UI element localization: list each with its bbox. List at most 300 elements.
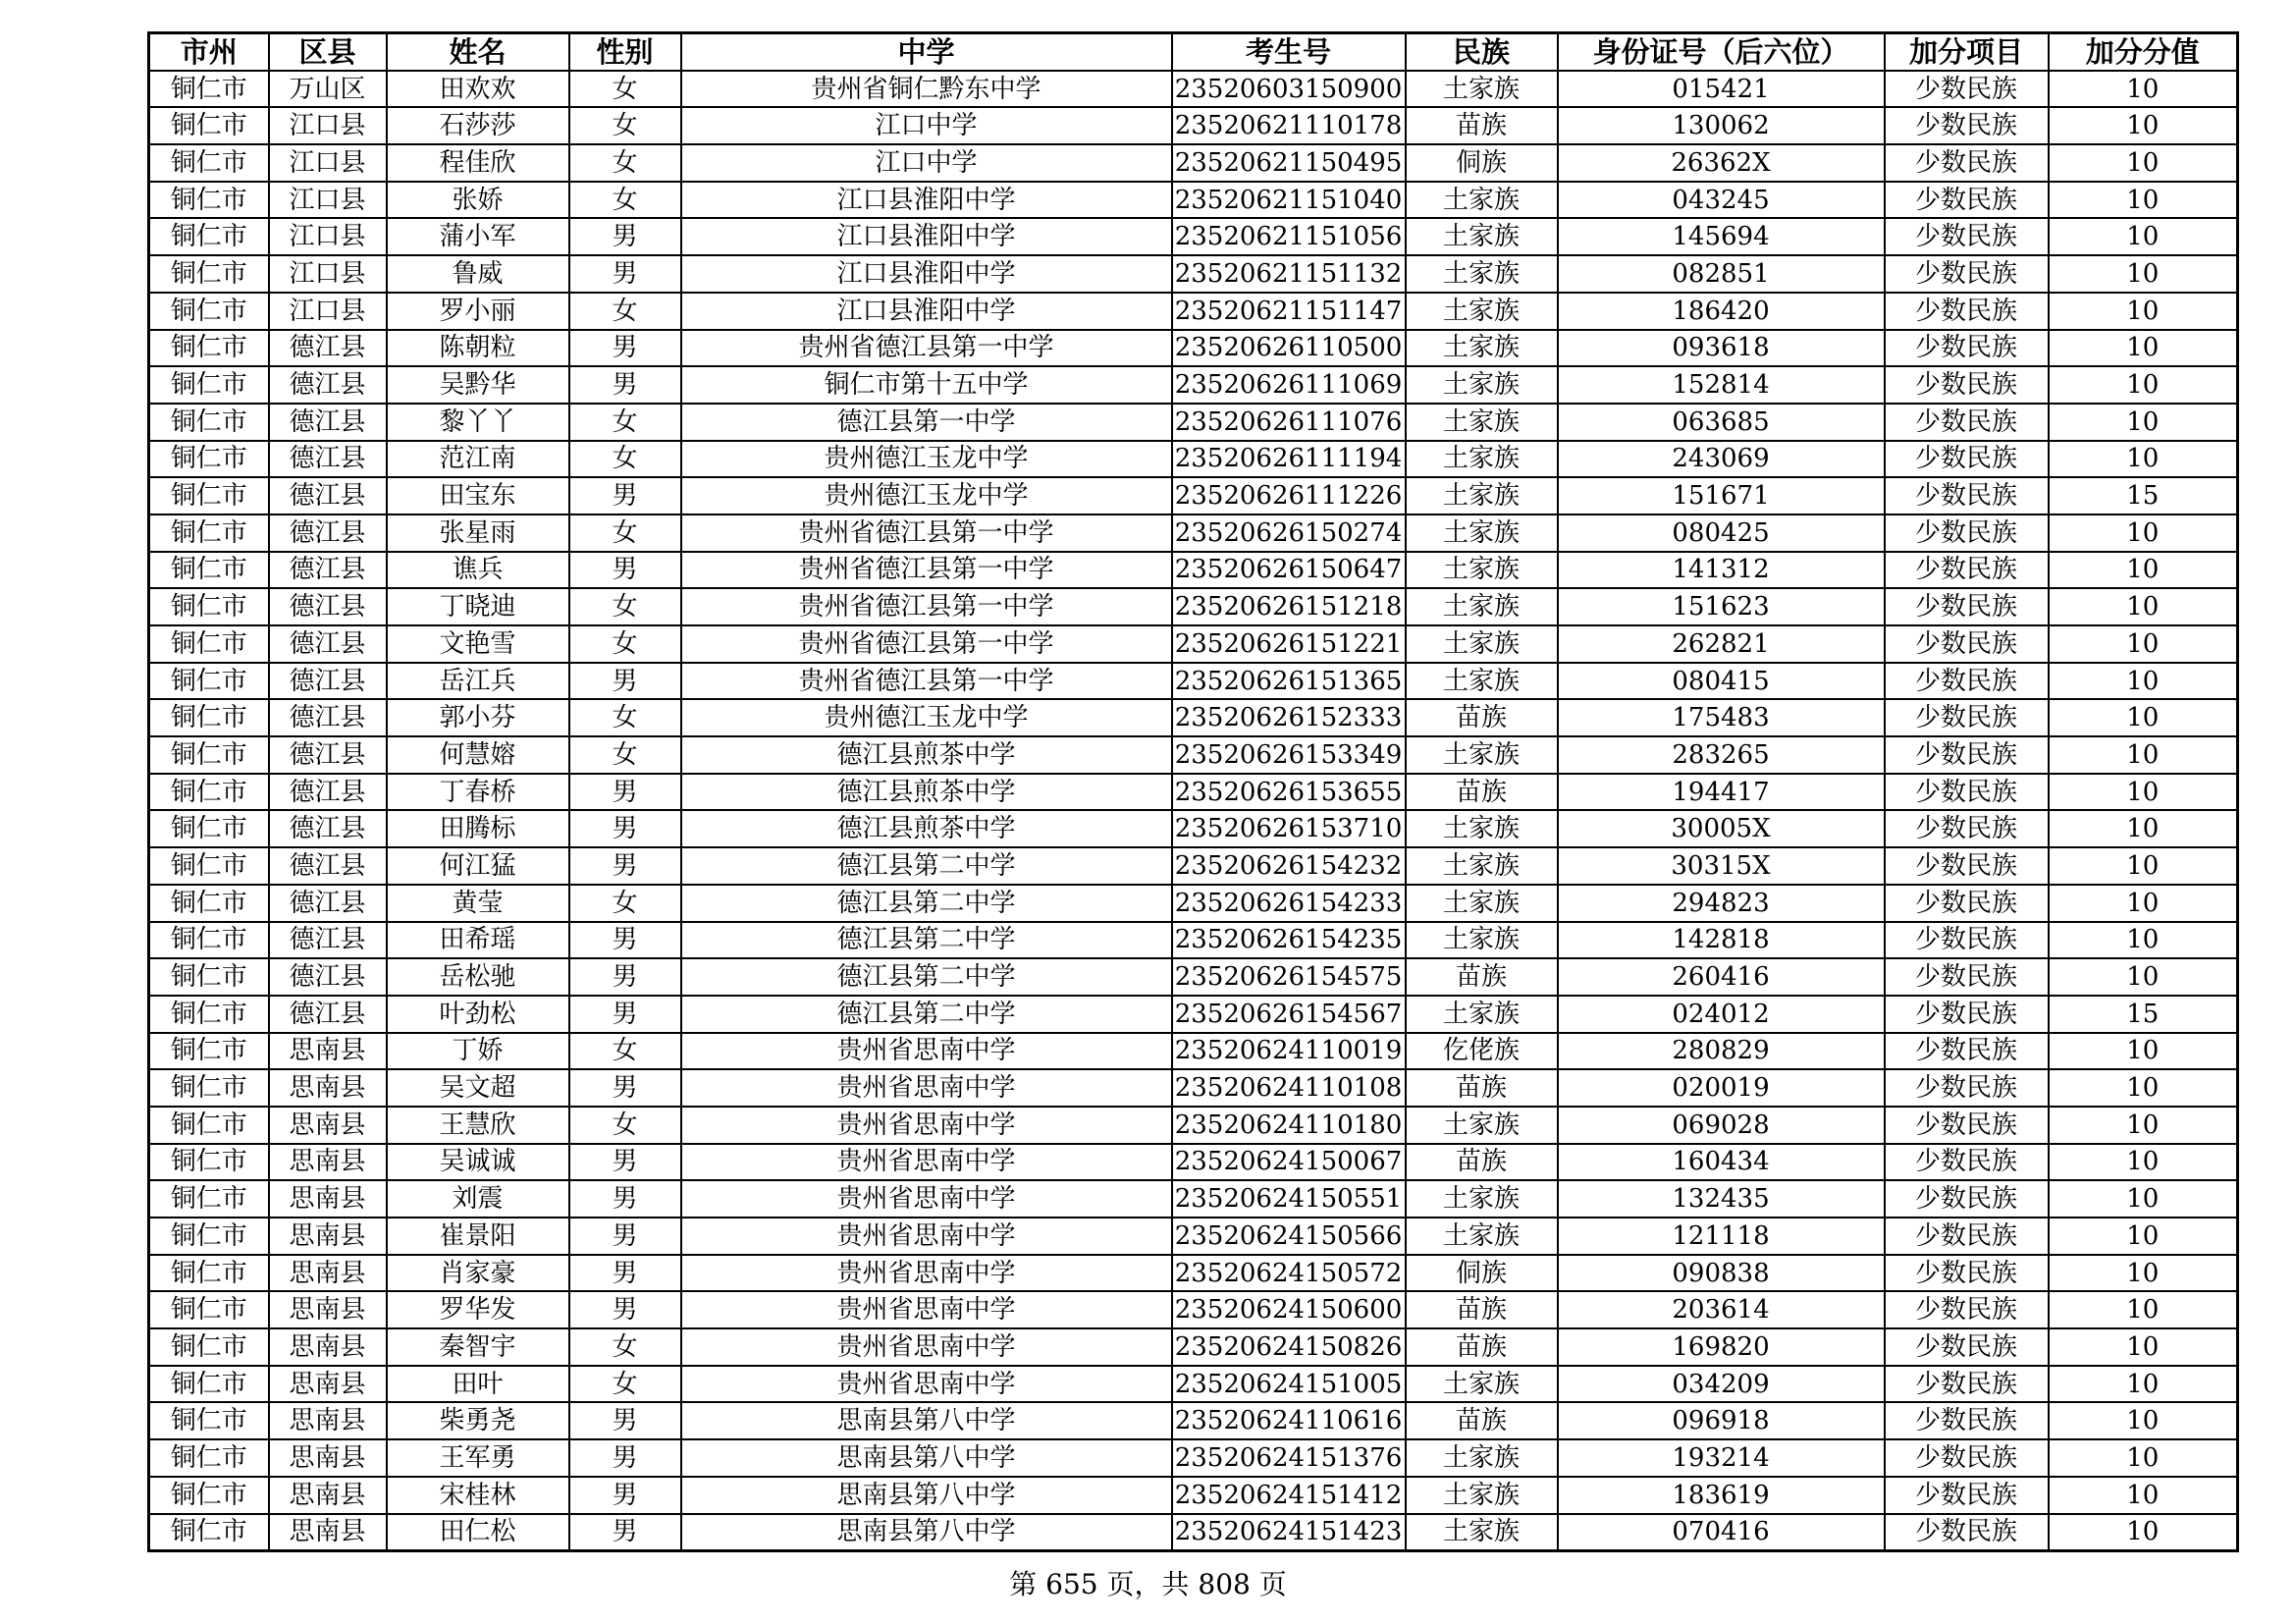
bonus-item-cell: 少数民族 — [1885, 404, 2049, 441]
county-cell: 德江县 — [269, 588, 387, 625]
table-row — [149, 1477, 2238, 1514]
county-cell: 江口县 — [269, 255, 387, 293]
name-cell: 张星雨 — [387, 514, 569, 552]
county-cell: 思南县 — [269, 1291, 387, 1328]
name-cell: 黄莹 — [387, 885, 569, 922]
bonus-item-cell: 少数民族 — [1885, 663, 2049, 700]
name-cell: 宋桂林 — [387, 1477, 569, 1514]
exam-number-cell: 23520624110616 — [1172, 1402, 1406, 1439]
id-last-six-cell: 30315X — [1558, 847, 1885, 885]
city-cell: 铜仁市 — [149, 1439, 269, 1477]
table-row — [149, 441, 2238, 478]
gender-cell: 男 — [569, 1255, 681, 1292]
header-ethnicity: 民族 — [1406, 33, 1558, 71]
table-row — [149, 330, 2238, 367]
exam-number-cell: 23520626111226 — [1172, 477, 1406, 514]
id-last-six-cell: 30005X — [1558, 810, 1885, 847]
county-cell: 德江县 — [269, 366, 387, 404]
county-cell: 思南县 — [269, 1255, 387, 1292]
bonus-item-cell: 少数民族 — [1885, 552, 2049, 589]
table-row — [149, 588, 2238, 625]
school-cell: 德江县煎茶中学 — [681, 774, 1172, 811]
bonus-points-cell: 10 — [2049, 71, 2238, 108]
ethnicity-cell: 侗族 — [1406, 144, 1558, 182]
ethnicity-cell: 苗族 — [1406, 1069, 1558, 1107]
school-cell: 贵州省德江县第一中学 — [681, 588, 1172, 625]
ethnicity-cell: 土家族 — [1406, 1218, 1558, 1255]
id-last-six-cell: 096918 — [1558, 1402, 1885, 1439]
header-county: 区县 — [269, 33, 387, 71]
bonus-item-cell: 少数民族 — [1885, 255, 2049, 293]
city-cell: 铜仁市 — [149, 441, 269, 478]
gender-cell: 女 — [569, 144, 681, 182]
name-cell: 田腾标 — [387, 810, 569, 847]
gender-cell: 女 — [569, 514, 681, 552]
bonus-points-cell: 15 — [2049, 477, 2238, 514]
county-cell: 思南县 — [269, 1033, 387, 1070]
city-cell: 铜仁市 — [149, 1328, 269, 1366]
gender-cell: 女 — [569, 107, 681, 144]
name-cell: 罗华发 — [387, 1291, 569, 1328]
ethnicity-cell: 土家族 — [1406, 736, 1558, 774]
county-cell: 思南县 — [269, 1328, 387, 1366]
ethnicity-cell: 土家族 — [1406, 847, 1558, 885]
city-cell: 铜仁市 — [149, 330, 269, 367]
gender-cell: 女 — [569, 441, 681, 478]
county-cell: 德江县 — [269, 810, 387, 847]
id-last-six-cell: 183619 — [1558, 1477, 1885, 1514]
table-row — [149, 404, 2238, 441]
county-cell: 万山区 — [269, 71, 387, 108]
county-cell: 江口县 — [269, 107, 387, 144]
gender-cell: 女 — [569, 1366, 681, 1403]
school-cell: 德江县第一中学 — [681, 404, 1172, 441]
gender-cell: 男 — [569, 1144, 681, 1181]
id-last-six-cell: 152814 — [1558, 366, 1885, 404]
bonus-points-cell: 10 — [2049, 255, 2238, 293]
county-cell: 思南县 — [269, 1218, 387, 1255]
exam-number-cell: 23520626154235 — [1172, 922, 1406, 959]
table-row — [149, 847, 2238, 885]
exam-number-cell: 23520626150647 — [1172, 552, 1406, 589]
name-cell: 石莎莎 — [387, 107, 569, 144]
county-cell: 思南县 — [269, 1069, 387, 1107]
bonus-item-cell: 少数民族 — [1885, 774, 2049, 811]
name-cell: 田宝东 — [387, 477, 569, 514]
ethnicity-cell: 苗族 — [1406, 107, 1558, 144]
county-cell: 思南县 — [269, 1180, 387, 1218]
school-cell: 思南县第八中学 — [681, 1402, 1172, 1439]
ethnicity-cell: 土家族 — [1406, 1180, 1558, 1218]
bonus-item-cell: 少数民族 — [1885, 107, 2049, 144]
table-row — [149, 366, 2238, 404]
school-cell: 贵州省思南中学 — [681, 1033, 1172, 1070]
name-cell: 田希瑶 — [387, 922, 569, 959]
city-cell: 铜仁市 — [149, 1514, 269, 1551]
school-cell: 德江县第二中学 — [681, 996, 1172, 1033]
ethnicity-cell: 土家族 — [1406, 552, 1558, 589]
exam-number-cell: 23520626153349 — [1172, 736, 1406, 774]
ethnicity-cell: 土家族 — [1406, 885, 1558, 922]
ethnicity-cell: 苗族 — [1406, 699, 1558, 736]
bonus-item-cell: 少数民族 — [1885, 514, 2049, 552]
gender-cell: 女 — [569, 293, 681, 330]
bonus-points-cell: 10 — [2049, 514, 2238, 552]
school-cell: 贵州省思南中学 — [681, 1069, 1172, 1107]
bonus-item-cell: 少数民族 — [1885, 1366, 2049, 1403]
school-cell: 思南县第八中学 — [681, 1439, 1172, 1477]
city-cell: 铜仁市 — [149, 1180, 269, 1218]
ethnicity-cell: 土家族 — [1406, 514, 1558, 552]
gender-cell: 男 — [569, 218, 681, 255]
exam-number-cell: 23520624150600 — [1172, 1291, 1406, 1328]
id-last-six-cell: 121118 — [1558, 1218, 1885, 1255]
gender-cell: 男 — [569, 1218, 681, 1255]
bonus-points-cell: 10 — [2049, 1218, 2238, 1255]
ethnicity-cell: 苗族 — [1406, 1328, 1558, 1366]
bonus-points-cell: 10 — [2049, 552, 2238, 589]
county-cell: 德江县 — [269, 922, 387, 959]
exam-number-cell: 23520624150566 — [1172, 1218, 1406, 1255]
county-cell: 德江县 — [269, 885, 387, 922]
city-cell: 铜仁市 — [149, 182, 269, 219]
bonus-points-cell: 10 — [2049, 1439, 2238, 1477]
id-last-six-cell: 020019 — [1558, 1069, 1885, 1107]
id-last-six-cell: 175483 — [1558, 699, 1885, 736]
county-cell: 江口县 — [269, 144, 387, 182]
county-cell: 德江县 — [269, 736, 387, 774]
name-cell: 崔景阳 — [387, 1218, 569, 1255]
gender-cell: 女 — [569, 588, 681, 625]
bonus-item-cell: 少数民族 — [1885, 182, 2049, 219]
table-row — [149, 958, 2238, 996]
school-cell: 江口县淮阳中学 — [681, 182, 1172, 219]
city-cell: 铜仁市 — [149, 810, 269, 847]
name-cell: 张娇 — [387, 182, 569, 219]
name-cell: 谯兵 — [387, 552, 569, 589]
bonus-item-cell: 少数民族 — [1885, 1069, 2049, 1107]
gender-cell: 男 — [569, 330, 681, 367]
school-cell: 贵州省思南中学 — [681, 1218, 1172, 1255]
bonus-item-cell: 少数民族 — [1885, 1291, 2049, 1328]
id-last-six-cell: 186420 — [1558, 293, 1885, 330]
name-cell: 何江猛 — [387, 847, 569, 885]
bonus-item-cell: 少数民族 — [1885, 1255, 2049, 1292]
bonus-item-cell: 少数民族 — [1885, 736, 2049, 774]
ethnicity-cell: 土家族 — [1406, 441, 1558, 478]
exam-number-cell: 23520624150826 — [1172, 1328, 1406, 1366]
city-cell: 铜仁市 — [149, 1402, 269, 1439]
gender-cell: 男 — [569, 847, 681, 885]
school-cell: 思南县第八中学 — [681, 1514, 1172, 1551]
exam-number-cell: 23520626152333 — [1172, 699, 1406, 736]
school-cell: 德江县第二中学 — [681, 847, 1172, 885]
school-cell: 贵州省思南中学 — [681, 1366, 1172, 1403]
exam-number-cell: 23520626154232 — [1172, 847, 1406, 885]
bonus-points-cell: 10 — [2049, 1069, 2238, 1107]
bonus-points-cell: 10 — [2049, 885, 2238, 922]
school-cell: 贵州省思南中学 — [681, 1255, 1172, 1292]
bonus-item-cell: 少数民族 — [1885, 1477, 2049, 1514]
table-row — [149, 774, 2238, 811]
county-cell: 德江县 — [269, 996, 387, 1033]
exam-number-cell: 23520626111194 — [1172, 441, 1406, 478]
page-footer: 第 655 页，共 808 页 — [1009, 1568, 1287, 1600]
ethnicity-cell: 土家族 — [1406, 330, 1558, 367]
exam-number-cell: 23520626150274 — [1172, 514, 1406, 552]
name-cell: 王慧欣 — [387, 1107, 569, 1144]
bonus-points-cell: 10 — [2049, 366, 2238, 404]
id-last-six-cell: 294823 — [1558, 885, 1885, 922]
id-last-six-cell: 080425 — [1558, 514, 1885, 552]
name-cell: 秦智宇 — [387, 1328, 569, 1366]
city-cell: 铜仁市 — [149, 255, 269, 293]
exam-number-cell: 23520624110180 — [1172, 1107, 1406, 1144]
ethnicity-cell: 土家族 — [1406, 1439, 1558, 1477]
school-cell: 贵州省思南中学 — [681, 1107, 1172, 1144]
ethnicity-cell: 苗族 — [1406, 958, 1558, 996]
table-row — [149, 182, 2238, 219]
id-last-six-cell: 145694 — [1558, 218, 1885, 255]
exam-number-cell: 23520624151412 — [1172, 1477, 1406, 1514]
city-cell: 铜仁市 — [149, 514, 269, 552]
exam-number-cell: 23520621150495 — [1172, 144, 1406, 182]
exam-number-cell: 23520624110019 — [1172, 1033, 1406, 1070]
city-cell: 铜仁市 — [149, 699, 269, 736]
city-cell: 铜仁市 — [149, 774, 269, 811]
ethnicity-cell: 苗族 — [1406, 1402, 1558, 1439]
school-cell: 贵州德江玉龙中学 — [681, 699, 1172, 736]
ethnicity-cell: 土家族 — [1406, 477, 1558, 514]
name-cell: 叶劲松 — [387, 996, 569, 1033]
city-cell: 铜仁市 — [149, 71, 269, 108]
city-cell: 铜仁市 — [149, 958, 269, 996]
exam-number-cell: 23520626151218 — [1172, 588, 1406, 625]
table-row — [149, 1439, 2238, 1477]
ethnicity-cell: 土家族 — [1406, 663, 1558, 700]
id-last-six-cell: 034209 — [1558, 1366, 1885, 1403]
county-cell: 德江县 — [269, 552, 387, 589]
bonus-points-cell: 10 — [2049, 1402, 2238, 1439]
id-last-six-cell: 151671 — [1558, 477, 1885, 514]
bonus-item-cell: 少数民族 — [1885, 441, 2049, 478]
id-last-six-cell: 082851 — [1558, 255, 1885, 293]
id-last-six-cell: 015421 — [1558, 71, 1885, 108]
name-cell: 吴黔华 — [387, 366, 569, 404]
header-school: 中学 — [681, 33, 1172, 71]
exam-number-cell: 23520626110500 — [1172, 330, 1406, 367]
city-cell: 铜仁市 — [149, 1366, 269, 1403]
bonus-points-cell: 10 — [2049, 922, 2238, 959]
city-cell: 铜仁市 — [149, 1069, 269, 1107]
school-cell: 贵州省思南中学 — [681, 1180, 1172, 1218]
bonus-points-cell: 10 — [2049, 1033, 2238, 1070]
school-cell: 德江县煎茶中学 — [681, 810, 1172, 847]
id-last-six-cell: 024012 — [1558, 996, 1885, 1033]
id-last-six-cell: 160434 — [1558, 1144, 1885, 1181]
header-gender: 性别 — [569, 33, 681, 71]
id-last-six-cell: 070416 — [1558, 1514, 1885, 1551]
county-cell: 德江县 — [269, 441, 387, 478]
bonus-item-cell: 少数民族 — [1885, 625, 2049, 663]
gender-cell: 女 — [569, 736, 681, 774]
gender-cell: 男 — [569, 1291, 681, 1328]
gender-cell: 男 — [569, 1477, 681, 1514]
city-cell: 铜仁市 — [149, 366, 269, 404]
school-cell: 贵州省德江县第一中学 — [681, 552, 1172, 589]
bonus-item-cell: 少数民族 — [1885, 71, 2049, 108]
bonus-points-cell: 10 — [2049, 144, 2238, 182]
city-cell: 铜仁市 — [149, 663, 269, 700]
gender-cell: 男 — [569, 366, 681, 404]
name-cell: 王军勇 — [387, 1439, 569, 1477]
name-cell: 刘震 — [387, 1180, 569, 1218]
school-cell: 德江县第二中学 — [681, 958, 1172, 996]
bonus-item-cell: 少数民族 — [1885, 330, 2049, 367]
school-cell: 江口中学 — [681, 107, 1172, 144]
city-cell: 铜仁市 — [149, 1033, 269, 1070]
admissions-bonus-table — [147, 31, 2239, 1552]
gender-cell: 男 — [569, 996, 681, 1033]
table-row — [149, 1069, 2238, 1107]
school-cell: 贵州省德江县第一中学 — [681, 514, 1172, 552]
city-cell: 铜仁市 — [149, 293, 269, 330]
gender-cell: 女 — [569, 885, 681, 922]
table-row — [149, 1107, 2238, 1144]
table-row — [149, 552, 2238, 589]
gender-cell: 男 — [569, 1402, 681, 1439]
city-cell: 铜仁市 — [149, 144, 269, 182]
table-row — [149, 1291, 2238, 1328]
school-cell: 铜仁市第十五中学 — [681, 366, 1172, 404]
exam-number-cell: 23520626111076 — [1172, 404, 1406, 441]
ethnicity-cell: 土家族 — [1406, 810, 1558, 847]
city-cell: 铜仁市 — [149, 885, 269, 922]
id-last-six-cell: 262821 — [1558, 625, 1885, 663]
county-cell: 德江县 — [269, 404, 387, 441]
bonus-points-cell: 10 — [2049, 293, 2238, 330]
table-row — [149, 1144, 2238, 1181]
id-last-six-cell: 194417 — [1558, 774, 1885, 811]
ethnicity-cell: 苗族 — [1406, 1144, 1558, 1181]
bonus-item-cell: 少数民族 — [1885, 958, 2049, 996]
gender-cell: 男 — [569, 1439, 681, 1477]
name-cell: 罗小丽 — [387, 293, 569, 330]
county-cell: 江口县 — [269, 218, 387, 255]
table-row — [149, 1328, 2238, 1366]
school-cell: 德江县煎茶中学 — [681, 736, 1172, 774]
bonus-item-cell: 少数民族 — [1885, 1402, 2049, 1439]
bonus-item-cell: 少数民族 — [1885, 810, 2049, 847]
ethnicity-cell: 土家族 — [1406, 255, 1558, 293]
gender-cell: 女 — [569, 1328, 681, 1366]
header-exam-number: 考生号 — [1172, 33, 1406, 71]
city-cell: 铜仁市 — [149, 107, 269, 144]
id-last-six-cell: 069028 — [1558, 1107, 1885, 1144]
name-cell: 肖家豪 — [387, 1255, 569, 1292]
bonus-points-cell: 10 — [2049, 774, 2238, 811]
ethnicity-cell: 苗族 — [1406, 774, 1558, 811]
id-last-six-cell: 243069 — [1558, 441, 1885, 478]
county-cell: 思南县 — [269, 1477, 387, 1514]
county-cell: 思南县 — [269, 1366, 387, 1403]
ethnicity-cell: 土家族 — [1406, 625, 1558, 663]
county-cell: 德江县 — [269, 663, 387, 700]
city-cell: 铜仁市 — [149, 1218, 269, 1255]
bonus-item-cell: 少数民族 — [1885, 922, 2049, 959]
table-header-row — [149, 33, 2238, 71]
id-last-six-cell: 090838 — [1558, 1255, 1885, 1292]
table-row — [149, 218, 2238, 255]
bonus-points-cell: 10 — [2049, 1291, 2238, 1328]
county-cell: 德江县 — [269, 477, 387, 514]
exam-number-cell: 23520626154567 — [1172, 996, 1406, 1033]
gender-cell: 男 — [569, 255, 681, 293]
county-cell: 思南县 — [269, 1439, 387, 1477]
table-body — [149, 71, 2238, 1551]
county-cell: 思南县 — [269, 1144, 387, 1181]
bonus-points-cell: 10 — [2049, 107, 2238, 144]
bonus-item-cell: 少数民族 — [1885, 293, 2049, 330]
county-cell: 思南县 — [269, 1402, 387, 1439]
table-row — [149, 1255, 2238, 1292]
table-row — [149, 293, 2238, 330]
gender-cell: 男 — [569, 477, 681, 514]
name-cell: 田欢欢 — [387, 71, 569, 108]
ethnicity-cell: 仡佬族 — [1406, 1033, 1558, 1070]
exam-number-cell: 23520624151005 — [1172, 1366, 1406, 1403]
bonus-points-cell: 10 — [2049, 663, 2238, 700]
id-last-six-cell: 151623 — [1558, 588, 1885, 625]
bonus-points-cell: 10 — [2049, 182, 2238, 219]
name-cell: 柴勇尧 — [387, 1402, 569, 1439]
school-cell: 贵州省思南中学 — [681, 1291, 1172, 1328]
table-row — [149, 1033, 2238, 1070]
bonus-item-cell: 少数民族 — [1885, 477, 2049, 514]
ethnicity-cell: 土家族 — [1406, 1514, 1558, 1551]
header-id-last-six: 身份证号（后六位） — [1558, 33, 1885, 71]
gender-cell: 男 — [569, 958, 681, 996]
name-cell: 丁娇 — [387, 1033, 569, 1070]
school-cell: 贵州省铜仁黔东中学 — [681, 71, 1172, 108]
bonus-points-cell: 15 — [2049, 996, 2238, 1033]
ethnicity-cell: 土家族 — [1406, 1477, 1558, 1514]
ethnicity-cell: 土家族 — [1406, 922, 1558, 959]
id-last-six-cell: 142818 — [1558, 922, 1885, 959]
exam-number-cell: 23520621110178 — [1172, 107, 1406, 144]
name-cell: 文艳雪 — [387, 625, 569, 663]
gender-cell: 女 — [569, 699, 681, 736]
gender-cell: 男 — [569, 663, 681, 700]
bonus-item-cell: 少数民族 — [1885, 218, 2049, 255]
city-cell: 铜仁市 — [149, 1107, 269, 1144]
school-cell: 德江县第二中学 — [681, 885, 1172, 922]
school-cell: 贵州德江玉龙中学 — [681, 477, 1172, 514]
city-cell: 铜仁市 — [149, 1144, 269, 1181]
gender-cell: 男 — [569, 552, 681, 589]
bonus-points-cell: 10 — [2049, 1180, 2238, 1218]
county-cell: 德江县 — [269, 847, 387, 885]
ethnicity-cell: 苗族 — [1406, 1291, 1558, 1328]
county-cell: 思南县 — [269, 1107, 387, 1144]
bonus-points-cell: 10 — [2049, 1107, 2238, 1144]
ethnicity-cell: 土家族 — [1406, 71, 1558, 108]
bonus-item-cell: 少数民族 — [1885, 1439, 2049, 1477]
exam-number-cell: 23520621151147 — [1172, 293, 1406, 330]
id-last-six-cell: 203614 — [1558, 1291, 1885, 1328]
table-row — [149, 71, 2238, 108]
bonus-points-cell: 10 — [2049, 625, 2238, 663]
